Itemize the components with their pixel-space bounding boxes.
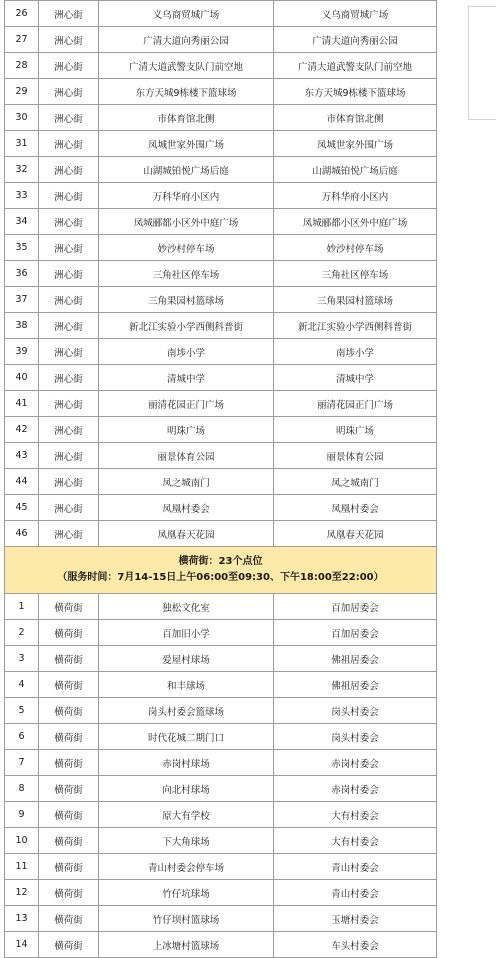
- table-row: [5, 724, 437, 750]
- sampling-location-cell: 竹仔坑球场: [99, 880, 274, 906]
- managing-unit-cell: 三角社区停车场: [274, 261, 437, 287]
- table-row: [5, 287, 437, 313]
- row-number-cell: 8: [5, 776, 39, 802]
- table-row: [5, 131, 437, 157]
- sampling-location-cell: 独松文化室: [99, 594, 274, 620]
- table-row: [5, 672, 437, 698]
- sampling-location-cell: 原大有学校: [99, 802, 274, 828]
- sampling-location-cell: 南埗小学: [99, 339, 274, 365]
- managing-unit-cell: 丽景体育公园: [274, 443, 437, 469]
- table-row: [5, 906, 437, 932]
- street-name-cell: 横荷街: [39, 854, 99, 880]
- managing-unit-cell: 百加居委会: [274, 620, 437, 646]
- sampling-location-cell: 广清大道向秀丽公园: [99, 27, 274, 53]
- street-name-cell: 横荷街: [39, 906, 99, 932]
- table-row: [5, 802, 437, 828]
- row-number-cell: 3: [5, 646, 39, 672]
- section-header-line1: 横荷街：23个点位: [178, 556, 263, 567]
- sampling-location-cell: 丽清花园正门广场: [99, 391, 274, 417]
- row-number-cell: 39: [5, 339, 39, 365]
- row-number-cell: 4: [5, 672, 39, 698]
- street-name-cell: 洲心街: [39, 1, 99, 27]
- managing-unit-cell: 凤凰春天花园: [274, 521, 437, 547]
- managing-unit-cell: 佛祖居委会: [274, 672, 437, 698]
- managing-unit-cell: 青山村委会: [274, 880, 437, 906]
- row-number-cell: 32: [5, 157, 39, 183]
- table-row: [5, 235, 437, 261]
- managing-unit-cell: 山湖城铂悦广场后庭: [274, 157, 437, 183]
- managing-unit-cell: 百加居委会: [274, 594, 437, 620]
- sampling-location-cell: 岗头村委会篮球场: [99, 698, 274, 724]
- row-number-cell: 14: [5, 932, 39, 958]
- table-row: [5, 417, 437, 443]
- sampling-location-cell: 上冰塘村篮球场: [99, 932, 274, 958]
- managing-unit-cell: 义乌商贸城广场: [274, 1, 437, 27]
- sampling-location-cell: 百加旧小学: [99, 620, 274, 646]
- street-name-cell: 洲心街: [39, 313, 99, 339]
- street-name-cell: 洲心街: [39, 209, 99, 235]
- row-number-cell: 42: [5, 417, 39, 443]
- row-number-cell: 45: [5, 495, 39, 521]
- table-row: [5, 209, 437, 235]
- sampling-location-cell: 丽景体育公园: [99, 443, 274, 469]
- sampling-location-cell: 凤城世家外围广场: [99, 131, 274, 157]
- street-name-cell: 横荷街: [39, 776, 99, 802]
- table-row: [5, 105, 437, 131]
- street-name-cell: 横荷街: [39, 828, 99, 854]
- table-row: [5, 1, 437, 27]
- table-row: [5, 854, 437, 880]
- street-name-cell: 横荷街: [39, 620, 99, 646]
- managing-unit-cell: 南埗小学: [274, 339, 437, 365]
- table-row: [5, 828, 437, 854]
- row-number-cell: 38: [5, 313, 39, 339]
- managing-unit-cell: 妙沙村停车场: [274, 235, 437, 261]
- managing-unit-cell: 市体育馆北侧: [274, 105, 437, 131]
- row-number-cell: 27: [5, 27, 39, 53]
- managing-unit-cell: 岗头村委会: [274, 724, 437, 750]
- table-row: [5, 495, 437, 521]
- managing-unit-cell: 广清大道武警支队门前空地: [274, 53, 437, 79]
- street-name-cell: 横荷街: [39, 880, 99, 906]
- table-row: [5, 620, 437, 646]
- managing-unit-cell: 三角果园村篮球场: [274, 287, 437, 313]
- row-number-cell: 13: [5, 906, 39, 932]
- table-row: [5, 594, 437, 620]
- street-name-cell: 横荷街: [39, 802, 99, 828]
- sampling-location-cell: 凤城郦都小区外中庭广场: [99, 209, 274, 235]
- managing-unit-cell: 凤城郦都小区外中庭广场: [274, 209, 437, 235]
- table-row: [5, 365, 437, 391]
- managing-unit-cell: 赤岗村委会: [274, 776, 437, 802]
- street-name-cell: 洲心街: [39, 391, 99, 417]
- street-name-cell: 洲心街: [39, 469, 99, 495]
- sampling-location-cell: 新北江实验小学西侧科普街: [99, 313, 274, 339]
- sampling-location-cell: 东方天城9栋楼下篮球场: [99, 79, 274, 105]
- row-number-cell: 5: [5, 698, 39, 724]
- street-name-cell: 洲心街: [39, 339, 99, 365]
- table-row: [5, 698, 437, 724]
- row-number-cell: 28: [5, 53, 39, 79]
- row-number-cell: 9: [5, 802, 39, 828]
- table-row: [5, 339, 437, 365]
- street-name-cell: 洲心街: [39, 157, 99, 183]
- managing-unit-cell: 凤之城南门: [274, 469, 437, 495]
- street-name-cell: 洲心街: [39, 365, 99, 391]
- street-name-cell: 洲心街: [39, 287, 99, 313]
- row-number-cell: 1: [5, 594, 39, 620]
- table-row: [5, 469, 437, 495]
- managing-unit-cell: 明珠广场: [274, 417, 437, 443]
- row-number-cell: 6: [5, 724, 39, 750]
- table-row: [5, 932, 437, 958]
- street-name-cell: 洲心街: [39, 53, 99, 79]
- street-name-cell: 洲心街: [39, 235, 99, 261]
- row-number-cell: 30: [5, 105, 39, 131]
- sampling-location-cell: 赤岗村球场: [99, 750, 274, 776]
- sampling-location-cell: 万科华府小区内: [99, 183, 274, 209]
- sampling-location-cell: 爱屋村球场: [99, 646, 274, 672]
- sampling-location-cell: 时代花城二期门口: [99, 724, 274, 750]
- sampling-location-cell: 明珠广场: [99, 417, 274, 443]
- table-body: [5, 1, 437, 958]
- managing-unit-cell: 岗头村委会: [274, 698, 437, 724]
- sampling-location-cell: 义乌商贸城广场: [99, 1, 274, 27]
- side-panel-edge: [468, 6, 496, 120]
- street-name-cell: 洲心街: [39, 105, 99, 131]
- street-name-cell: 横荷街: [39, 646, 99, 672]
- managing-unit-cell: 万科华府小区内: [274, 183, 437, 209]
- row-number-cell: 26: [5, 1, 39, 27]
- managing-unit-cell: 广清大道向秀丽公园: [274, 27, 437, 53]
- sampling-location-cell: 市体育馆北侧: [99, 105, 274, 131]
- table-row: [5, 880, 437, 906]
- table-row: [5, 79, 437, 105]
- sampling-location-cell: 下大角球场: [99, 828, 274, 854]
- street-name-cell: 洲心街: [39, 261, 99, 287]
- managing-unit-cell: 大有村委会: [274, 828, 437, 854]
- row-number-cell: 7: [5, 750, 39, 776]
- managing-unit-cell: 凤城世家外围广场: [274, 131, 437, 157]
- managing-unit-cell: 玉塘村委会: [274, 906, 437, 932]
- sampling-location-cell: 和丰球场: [99, 672, 274, 698]
- row-number-cell: 44: [5, 469, 39, 495]
- street-name-cell: 洲心街: [39, 443, 99, 469]
- managing-unit-cell: 丽清花园正门广场: [274, 391, 437, 417]
- row-number-cell: 33: [5, 183, 39, 209]
- table-row: [5, 313, 437, 339]
- sampling-location-cell: 广清大道武警支队门前空地: [99, 53, 274, 79]
- table-row: [5, 53, 437, 79]
- managing-unit-cell: 东方天城9栋楼下篮球场: [274, 79, 437, 105]
- street-name-cell: 洲心街: [39, 495, 99, 521]
- section-header-row: [5, 547, 437, 594]
- managing-unit-cell: 凤凰村委会: [274, 495, 437, 521]
- street-name-cell: 横荷街: [39, 750, 99, 776]
- row-number-cell: 12: [5, 880, 39, 906]
- row-number-cell: 29: [5, 79, 39, 105]
- sampling-location-cell: 妙沙村停车场: [99, 235, 274, 261]
- row-number-cell: 35: [5, 235, 39, 261]
- row-number-cell: 43: [5, 443, 39, 469]
- row-number-cell: 36: [5, 261, 39, 287]
- street-name-cell: 横荷街: [39, 672, 99, 698]
- section-header-line2: （服务时间：7月14-15日上午06:00至09:30、下午18:00至22:00）: [57, 572, 384, 583]
- row-number-cell: 10: [5, 828, 39, 854]
- table-row: [5, 443, 437, 469]
- street-name-cell: 洲心街: [39, 131, 99, 157]
- table-row: [5, 183, 437, 209]
- table-row: [5, 391, 437, 417]
- row-number-cell: 37: [5, 287, 39, 313]
- sampling-points-table: [4, 0, 437, 958]
- table-row: [5, 750, 437, 776]
- sampling-location-cell: 竹仔坝村篮球场: [99, 906, 274, 932]
- sampling-location-cell: 凤之城南门: [99, 469, 274, 495]
- row-number-cell: 2: [5, 620, 39, 646]
- row-number-cell: 46: [5, 521, 39, 547]
- street-name-cell: 洲心街: [39, 521, 99, 547]
- sampling-location-cell: 凤凰村委会: [99, 495, 274, 521]
- section-header-cell: [5, 547, 437, 594]
- street-name-cell: 洲心街: [39, 79, 99, 105]
- street-name-cell: 横荷街: [39, 698, 99, 724]
- table-row: [5, 261, 437, 287]
- managing-unit-cell: 大有村委会: [274, 802, 437, 828]
- sampling-location-cell: 青山村委会停车场: [99, 854, 274, 880]
- managing-unit-cell: 清城中学: [274, 365, 437, 391]
- table-row: [5, 157, 437, 183]
- sampling-location-cell: 清城中学: [99, 365, 274, 391]
- street-name-cell: 横荷街: [39, 932, 99, 958]
- table-row: [5, 521, 437, 547]
- table-row: [5, 646, 437, 672]
- managing-unit-cell: 佛祖居委会: [274, 646, 437, 672]
- managing-unit-cell: 赤岗村委会: [274, 750, 437, 776]
- row-number-cell: 11: [5, 854, 39, 880]
- row-number-cell: 40: [5, 365, 39, 391]
- managing-unit-cell: 车头村委会: [274, 932, 437, 958]
- managing-unit-cell: 新北江实验小学西侧科普街: [274, 313, 437, 339]
- row-number-cell: 31: [5, 131, 39, 157]
- table-row: [5, 776, 437, 802]
- street-name-cell: 洲心街: [39, 183, 99, 209]
- street-name-cell: 洲心街: [39, 417, 99, 443]
- managing-unit-cell: 青山村委会: [274, 854, 437, 880]
- street-name-cell: 洲心街: [39, 27, 99, 53]
- table-row: [5, 27, 437, 53]
- sampling-location-cell: 三角社区停车场: [99, 261, 274, 287]
- row-number-cell: 41: [5, 391, 39, 417]
- sampling-location-cell: 山湖城铂悦广场后庭: [99, 157, 274, 183]
- sampling-location-cell: 三角果园村篮球场: [99, 287, 274, 313]
- street-name-cell: 横荷街: [39, 724, 99, 750]
- street-name-cell: 横荷街: [39, 594, 99, 620]
- row-number-cell: 34: [5, 209, 39, 235]
- sampling-location-cell: 向北村球场: [99, 776, 274, 802]
- sampling-location-cell: 凤凰春天花园: [99, 521, 274, 547]
